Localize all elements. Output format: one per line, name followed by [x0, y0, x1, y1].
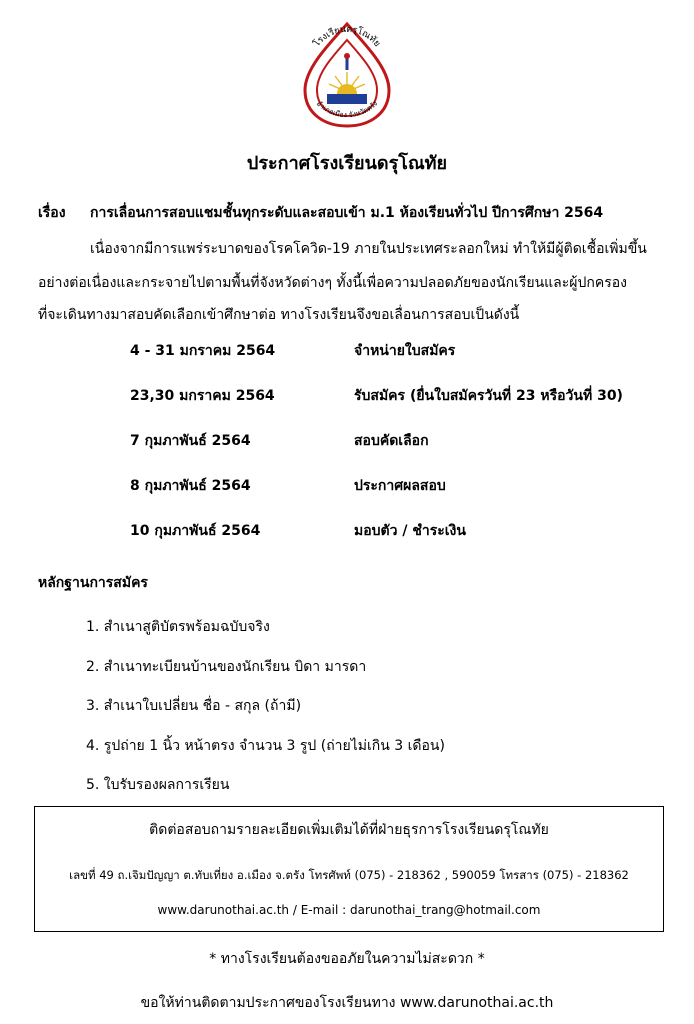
school-logo: [297, 18, 397, 130]
subject-text: การเลื่อนการสอบแชมชั้นทุกระดับและสอบเข้า ม.1 ห้องเรียนทั่วไป ปีการศึกษา 2564: [90, 205, 604, 221]
schedule-row: [130, 475, 670, 520]
logo-bottom-text: อำเภอเมือง จังหวัดตรัง: [314, 99, 380, 120]
intro-line-1: เนื่องจากมีการแพร่ระบาดของโรคโควิด-19 ภายในประเทศระลอกใหม่ ทำให้มีผู้ติดเชื้อเพิ่มขึ้น: [90, 241, 647, 257]
requirement-item: 1. สำเนาสูติบัตรพร้อมฉบับจริง: [86, 619, 270, 635]
contact-web-email: www.darunothai.ac.th / E-mail : darunothai_trang@hotmail.com: [157, 903, 541, 917]
schedule-date: 10 กุมภาพันธ์ 2564: [130, 523, 261, 539]
schedule-event: มอบตัว / ชำระเงิน: [354, 523, 466, 539]
follow-note: ขอให้ท่านติดตามประกาศของโรงเรียนทาง www.darunothai.ac.th: [140, 995, 554, 1011]
schedule-date: 7 กุมภาพันธ์ 2564: [130, 433, 251, 449]
schedule-event: ประกาศผลสอบ: [354, 478, 446, 494]
schedule-event: จำหน่ายใบสมัคร: [354, 343, 456, 359]
requirement-item: 4. รูปถ่าย 1 นิ้ว หน้าตรง จำนวน 3 รูป (ถ่ายไม่เกิน 3 เดือน): [86, 737, 445, 754]
requirement-item: 3. สำเนาใบเปลี่ยน ชื่อ - สกุล (ถ้ามี): [86, 698, 302, 714]
schedule-row: [130, 430, 670, 475]
schedule-row: [130, 520, 670, 565]
schedule-date: 8 กุมภาพันธ์ 2564: [130, 478, 251, 494]
schedule-row: [130, 385, 670, 430]
schedule-date: 23,30 มกราคม 2564: [130, 388, 275, 404]
intro-line-3: ที่จะเดินทางมาสอบคัดเลือกเข้าศึกษาต่อ ทางโรงเรียนจึงขอเลื่อนการสอบเป็นดังนี้: [38, 307, 520, 323]
schedule-event: สอบคัดเลือก: [354, 433, 429, 449]
contact-box: [34, 806, 664, 932]
subject-label: เรื่อง: [38, 205, 66, 221]
schedule-event: รับสมัคร (ยื่นใบสมัครวันที่ 23 หรือวันที่ 30): [354, 388, 623, 404]
requirement-item: 5. ใบรับรองผลการเรียน: [86, 777, 230, 793]
logo-top-text: โรงเรียนดรุโณทัย: [312, 24, 382, 50]
requirement-item: 2. สำเนาทะเบียนบ้านของนักเรียน บิดา มารดา: [86, 658, 367, 675]
apology-note: * ทางโรงเรียนต้องขออภัยในความไม่สะดวก *: [209, 951, 485, 967]
contact-heading: ติดต่อสอบถามรายละเอียดเพิ่มเติมได้ที่ฝ่ายธุรการโรงเรียนดรุโณทัย: [149, 822, 549, 838]
schedule-date: 4 - 31 มกราคม 2564: [130, 343, 276, 359]
contact-address: เลขที่ 49 ถ.เจิมปัญญา ต.ทับเที่ยง อ.เมือง จ.ตรัง โทรศัพท์ (075) - 218362 , 590059 โทรสาร (075) - 218362: [69, 868, 629, 882]
page-title: ประกาศโรงเรียนดรุโณทัย: [246, 153, 448, 174]
subject-line: [38, 202, 603, 224]
schedule-table: [130, 340, 670, 565]
intro-line-2: อย่างต่อเนื่องและกระจายไปตามพื้นที่จังหวัดต่างๆ ทั้งนี้เพื่อความปลอดภัยของนักเรียนและผู้ปกครอง: [38, 275, 627, 291]
requirements-heading: หลักฐานการสมัคร: [38, 575, 148, 591]
schedule-row: [130, 340, 670, 385]
requirements-list: [86, 616, 445, 814]
